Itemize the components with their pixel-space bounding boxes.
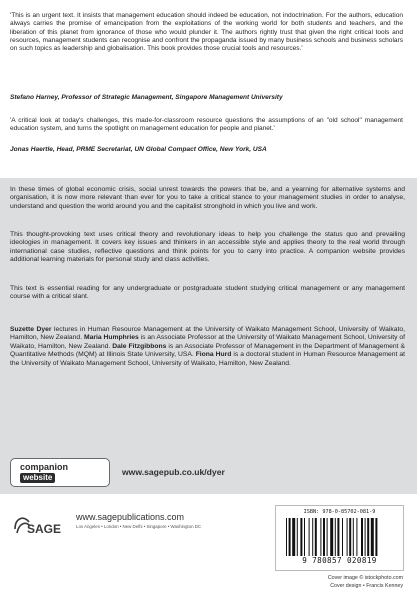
quote-1-text: 'This is an urgent text. It insists that management education should indeed be education, not indoctrination. For the authors, education always carries the promise of emancipation from the exploitations of the working world for both students and teachers, and the liberation of this planet from ignorance of those who would plunder it. The authors rightly trust that given the right critical tools and resources, management students can recognise and confront the propaganda issued by many business schools and business scholars on such topics as leadership and globalisation. This book provides those crucial tools and resources.': [10, 12, 403, 53]
quote-2-text: 'A critical look at today's challenges, this made-for-classroom resource questions the assumptions of an "old school" management education system, and turns the spotlight on management education for people and planet.': [10, 117, 403, 133]
author-bio-text: is an Associate Professor of Management in the Department of Management & Quantitative Methods (MQM) at Illinois State University, USA.: [10, 342, 405, 359]
companion-website-logo: [10, 458, 110, 487]
isbn-label: ISBN: 978-0-85702-081-9: [303, 509, 376, 515]
cover-design-credit: Cover design • Francis Kenney: [330, 583, 403, 589]
barcode-bars-icon: [286, 518, 394, 556]
blurb-paragraph-3: This text is essential reading for any undergraduate or postgraduate student studying critical management or any management course with a critical slant.: [10, 285, 405, 301]
publisher-url[interactable]: www.sagepublications.com: [76, 512, 185, 522]
author-name: Dale Fitzgibbons: [112, 342, 167, 350]
author-bio-text: lectures in Human Resource Management at the University of Waikato Management School, University of Waikato, Hamilton, New Zealand.: [10, 326, 405, 342]
author-name: Maria Humphries: [83, 334, 139, 342]
author-name: Suzette Dyer: [10, 326, 52, 333]
author-name: Fiona Hurd: [195, 351, 232, 359]
quote-1-attribution: Stefano Harney, Professor of Strategic Management, Singapore Management University: [10, 94, 283, 101]
quote-2-attribution: Jonas Haertle, Head, PRME Secretariat, UN Global Compact Office, New York, USA: [10, 146, 267, 153]
author-bios: [10, 326, 405, 368]
cover-image-credit: Cover image © istockphoto.com: [327, 575, 403, 581]
sage-logo: [12, 509, 66, 537]
publisher-cities: Los Angeles • London • New Delhi • Singapore • Washington DC: [76, 524, 202, 529]
author-bio-text: is an Associate Professor at the University of Waikato Management School, University of Waikato, Hamilton, New Zealand.: [10, 334, 405, 350]
companion-logo-line1: companion: [20, 462, 69, 472]
companion-website-url[interactable]: www.sagepub.co.uk/dyer: [122, 467, 225, 477]
author-bio-text: is a doctoral student in Human Resource Management at the University of Waikato Management School, University of Waikato, Hamilton, New Zealand.: [10, 351, 405, 367]
blurb-paragraph-1: In these times of global economic crisis, social unrest towards the powers that be, and a yearning for alternative systems and organisation, it is now more relevant than ever for you to take a critical stance to your management studies in order to analyse, understand and question the world around you and the capitalist stronghold in which you live and work.: [10, 186, 405, 210]
blurb-paragraph-2: This thought-provoking text uses critical theory and revolutionary ideas to help you challenge the status quo and prevailing ideologies in management. It covers key issues and thinkers in an accessible style and applies theory to the real world through international case studies, reflective questions and think points for you to carry into practice. A companion website provides additional learning materials for personal study and class activities.: [10, 231, 405, 264]
companion-logo-line2: website: [20, 473, 55, 483]
barcode-number: 9 780857 020819: [302, 556, 377, 565]
sage-logo-text: SAGE: [27, 522, 62, 536]
barcode: [275, 505, 404, 571]
